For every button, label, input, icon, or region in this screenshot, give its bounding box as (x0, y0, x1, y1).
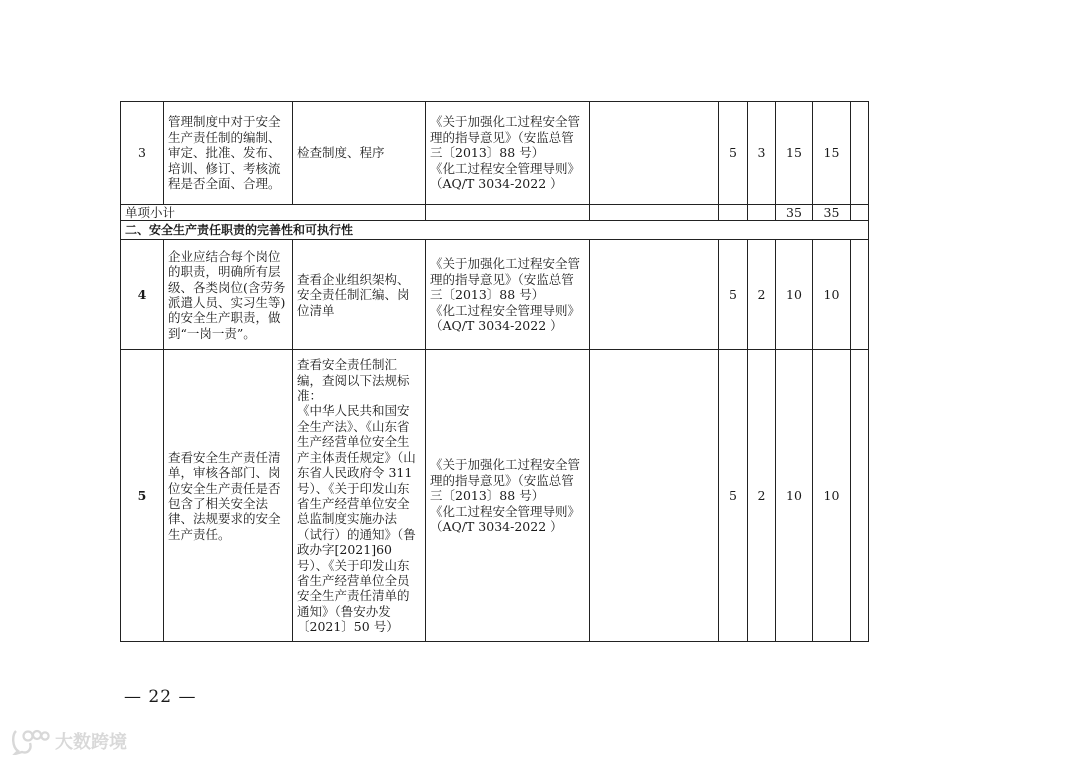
subtotal-score-cell (719, 205, 748, 221)
weight-cell: 2 (748, 240, 776, 350)
actual-score-cell: 10 (813, 350, 851, 642)
finding-cell (590, 102, 719, 205)
weight-cell: 3 (748, 102, 776, 205)
requirement-cell: 管理制度中对于安全生产责任制的编制、审定、批准、发布、培训、修订、考核流程是否全面、合理。 (164, 102, 293, 205)
actual-score-cell: 15 (813, 102, 851, 205)
remark-cell (851, 240, 869, 350)
section-header-row (121, 221, 869, 240)
subtotal-basis-cell (426, 205, 590, 221)
watermark-text: 大数跨境 (55, 732, 127, 753)
actual-score-cell: 10 (813, 240, 851, 350)
check-method-cell: 查看企业组织架构、安全责任制汇编、岗位清单 (293, 240, 426, 350)
subtotal-max-score: 35 (776, 205, 813, 221)
max-score-cell: 15 (776, 102, 813, 205)
subtotal-label: 单项小计 (121, 205, 426, 221)
requirement-cell: 查看安全生产责任清单，审核各部门、岗位安全生产责任是否包含了相关安全法律、法规要求的安全生产责任。 (164, 350, 293, 642)
table-row (121, 240, 869, 350)
remark-cell (851, 350, 869, 642)
table-row (121, 102, 869, 205)
finding-cell (590, 240, 719, 350)
score-cell: 5 (719, 240, 748, 350)
section-title: 二、安全生产责任职责的完善性和可执行性 (121, 221, 869, 240)
basis-cell: 《关于加强化工过程安全管理的指导意见》（安监总管三〔2013〕88 号） 《化工过程安全管理导则》（AQ/T 3034-2022 ） (426, 350, 590, 642)
finding-cell (590, 350, 719, 642)
item-number: 5 (121, 350, 164, 642)
subtotal-row (121, 205, 869, 221)
remark-cell (851, 102, 869, 205)
score-cell: 5 (719, 102, 748, 205)
subtotal-weight-cell (748, 205, 776, 221)
subtotal-actual-score: 35 (813, 205, 851, 221)
score-cell: 5 (719, 350, 748, 642)
requirement-cell: 企业应结合每个岗位的职责，明确所有层级、各类岗位(含劳务派遣人员、实习生等)的安全生产职责，做到“一岗一责”。 (164, 240, 293, 350)
page-number: — 22 — (124, 687, 197, 707)
max-score-cell: 10 (776, 350, 813, 642)
subtotal-finding-cell (590, 205, 719, 221)
basis-cell: 《关于加强化工过程安全管理的指导意见》（安监总管三〔2013〕88 号） 《化工过程安全管理导则》（AQ/T 3034-2022 ） (426, 102, 590, 205)
assessment-table (120, 101, 869, 642)
max-score-cell: 10 (776, 240, 813, 350)
basis-cell: 《关于加强化工过程安全管理的指导意见》（安监总管三〔2013〕88 号） 《化工过程安全管理导则》（AQ/T 3034-2022 ） (426, 240, 590, 350)
watermark (10, 727, 127, 755)
subtotal-remark-cell (851, 205, 869, 221)
item-number: 3 (121, 102, 164, 205)
table-row (121, 350, 869, 642)
item-number: 4 (121, 240, 164, 350)
weight-cell: 2 (748, 350, 776, 642)
speech-bubble-logo-icon (10, 727, 50, 755)
check-method-cell: 查看安全责任制汇编，查阅以下法规标准： 《中华人民共和国安全生产法》、《山东省生产经营单位安全生产主体责任规定》（山东省人民政府令 311 号）、《关于印发山东省生产经营单位安全总监制度实施办法（试行）的通知》（鲁政办字[2021]60 号）、《关于印发山东省生产经营单位全员安全生产责任清单的通知》（鲁安办发〔2021〕50 号） (293, 350, 426, 642)
check-method-cell: 检查制度、程序 (293, 102, 426, 205)
